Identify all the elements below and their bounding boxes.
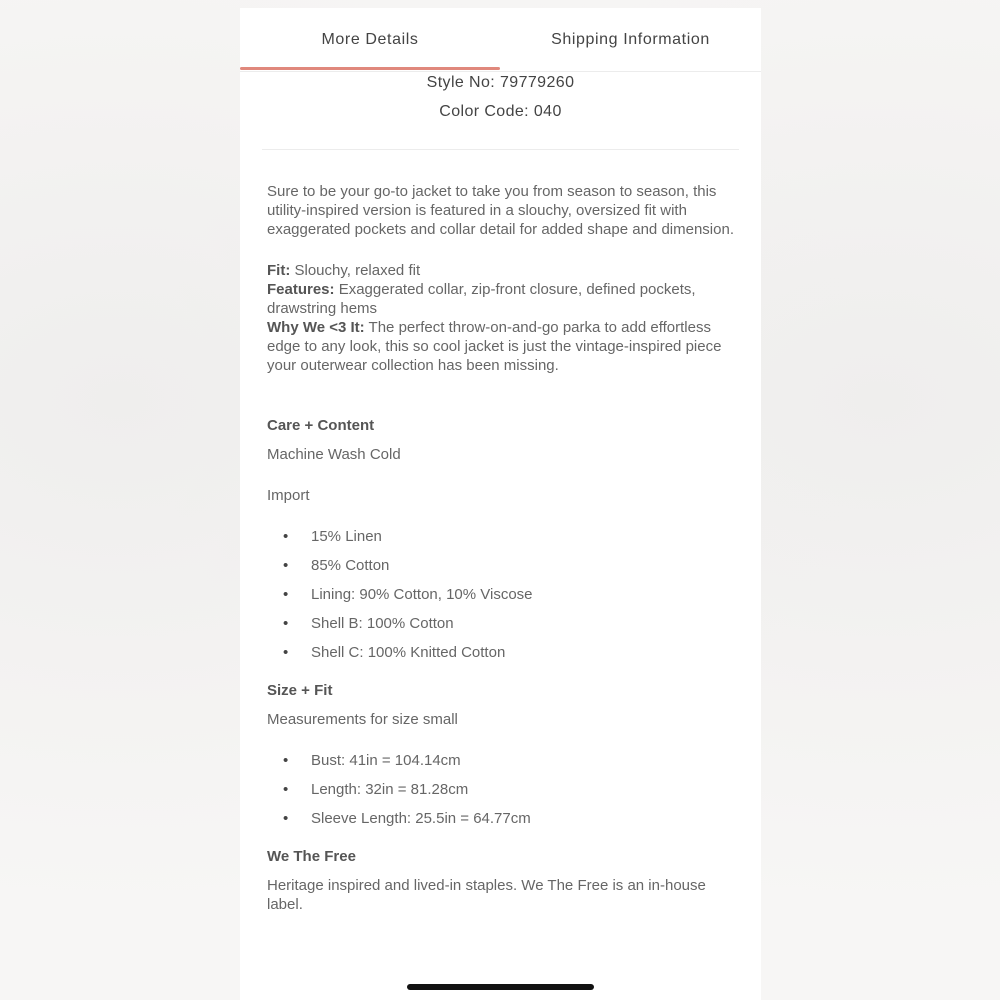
list-item bbox=[267, 809, 737, 838]
size-subtitle: Measurements for size small bbox=[267, 711, 458, 728]
bullet-icon: • bbox=[283, 644, 289, 661]
home-indicator[interactable] bbox=[407, 984, 594, 990]
measurement-text: Bust: 41in = 104.14cm bbox=[311, 752, 461, 769]
material-text: 15% Linen bbox=[311, 528, 382, 545]
brand-description: Heritage inspired and lived-in staples. We The Free is an in-house label. bbox=[267, 877, 706, 913]
measurement-text: Sleeve Length: 25.5in = 64.77cm bbox=[311, 810, 531, 827]
brand-title: We The Free bbox=[267, 848, 356, 865]
bullet-icon: • bbox=[283, 615, 289, 632]
list-item bbox=[267, 556, 737, 585]
active-tab-indicator bbox=[240, 67, 500, 70]
color-code: Color Code: 040 bbox=[439, 103, 562, 120]
list-item bbox=[267, 751, 737, 780]
size-fit-title: Size + Fit bbox=[267, 682, 333, 699]
style-number: Style No: 79779260 bbox=[426, 74, 575, 91]
tab-more-details[interactable]: More Details bbox=[321, 31, 419, 48]
bullet-icon: • bbox=[283, 810, 289, 827]
bullet-icon: • bbox=[283, 528, 289, 545]
material-text: Shell C: 100% Knitted Cotton bbox=[311, 644, 506, 661]
fit-line bbox=[267, 261, 737, 280]
fit-label: Fit: bbox=[267, 262, 291, 279]
list-item bbox=[267, 585, 737, 614]
material-text: Shell B: 100% Cotton bbox=[311, 615, 454, 632]
list-item bbox=[267, 527, 737, 556]
bullet-icon: • bbox=[283, 586, 289, 603]
bullet-icon: • bbox=[283, 557, 289, 574]
divider bbox=[262, 149, 739, 150]
bullet-icon: • bbox=[283, 781, 289, 798]
tab-bar bbox=[240, 8, 761, 72]
features-label: Features: bbox=[267, 281, 335, 298]
care-wash: Machine Wash Cold bbox=[267, 446, 401, 463]
why-label: Why We <3 It: bbox=[267, 319, 365, 336]
features-line bbox=[267, 280, 737, 318]
measurements-list bbox=[267, 751, 737, 838]
product-description: Sure to be your go-to jacket to take you from season to season, this utility-inspired version is featured in a slouchy, oversized fit with exaggerated pockets and collar detail for added shape and dimension. bbox=[267, 183, 734, 238]
fit-value: Slouchy, relaxed fit bbox=[290, 262, 421, 279]
measurement-text: Length: 32in = 81.28cm bbox=[311, 781, 469, 798]
list-item bbox=[267, 614, 737, 643]
material-text: 85% Cotton bbox=[311, 557, 390, 574]
bullet-icon: • bbox=[283, 752, 289, 769]
material-text: Lining: 90% Cotton, 10% Viscose bbox=[311, 586, 533, 603]
care-content-title: Care + Content bbox=[267, 417, 375, 434]
list-item bbox=[267, 780, 737, 809]
details-content bbox=[267, 182, 737, 914]
features-value: Exaggerated collar, zip-front closure, defined pockets, drawstring hems bbox=[267, 281, 696, 317]
tab-shipping-information[interactable]: Shipping Information bbox=[551, 31, 710, 48]
list-item bbox=[267, 643, 737, 672]
why-we-love-it-line bbox=[267, 318, 737, 375]
care-origin: Import bbox=[267, 487, 310, 504]
materials-list bbox=[267, 527, 737, 672]
product-details-panel bbox=[240, 8, 761, 1000]
why-value: The perfect throw-on-and-go parka to add effortless edge to any look, this so cool jacket is just the vintage-inspired piece your outerwear collection has been missing. bbox=[267, 319, 722, 374]
